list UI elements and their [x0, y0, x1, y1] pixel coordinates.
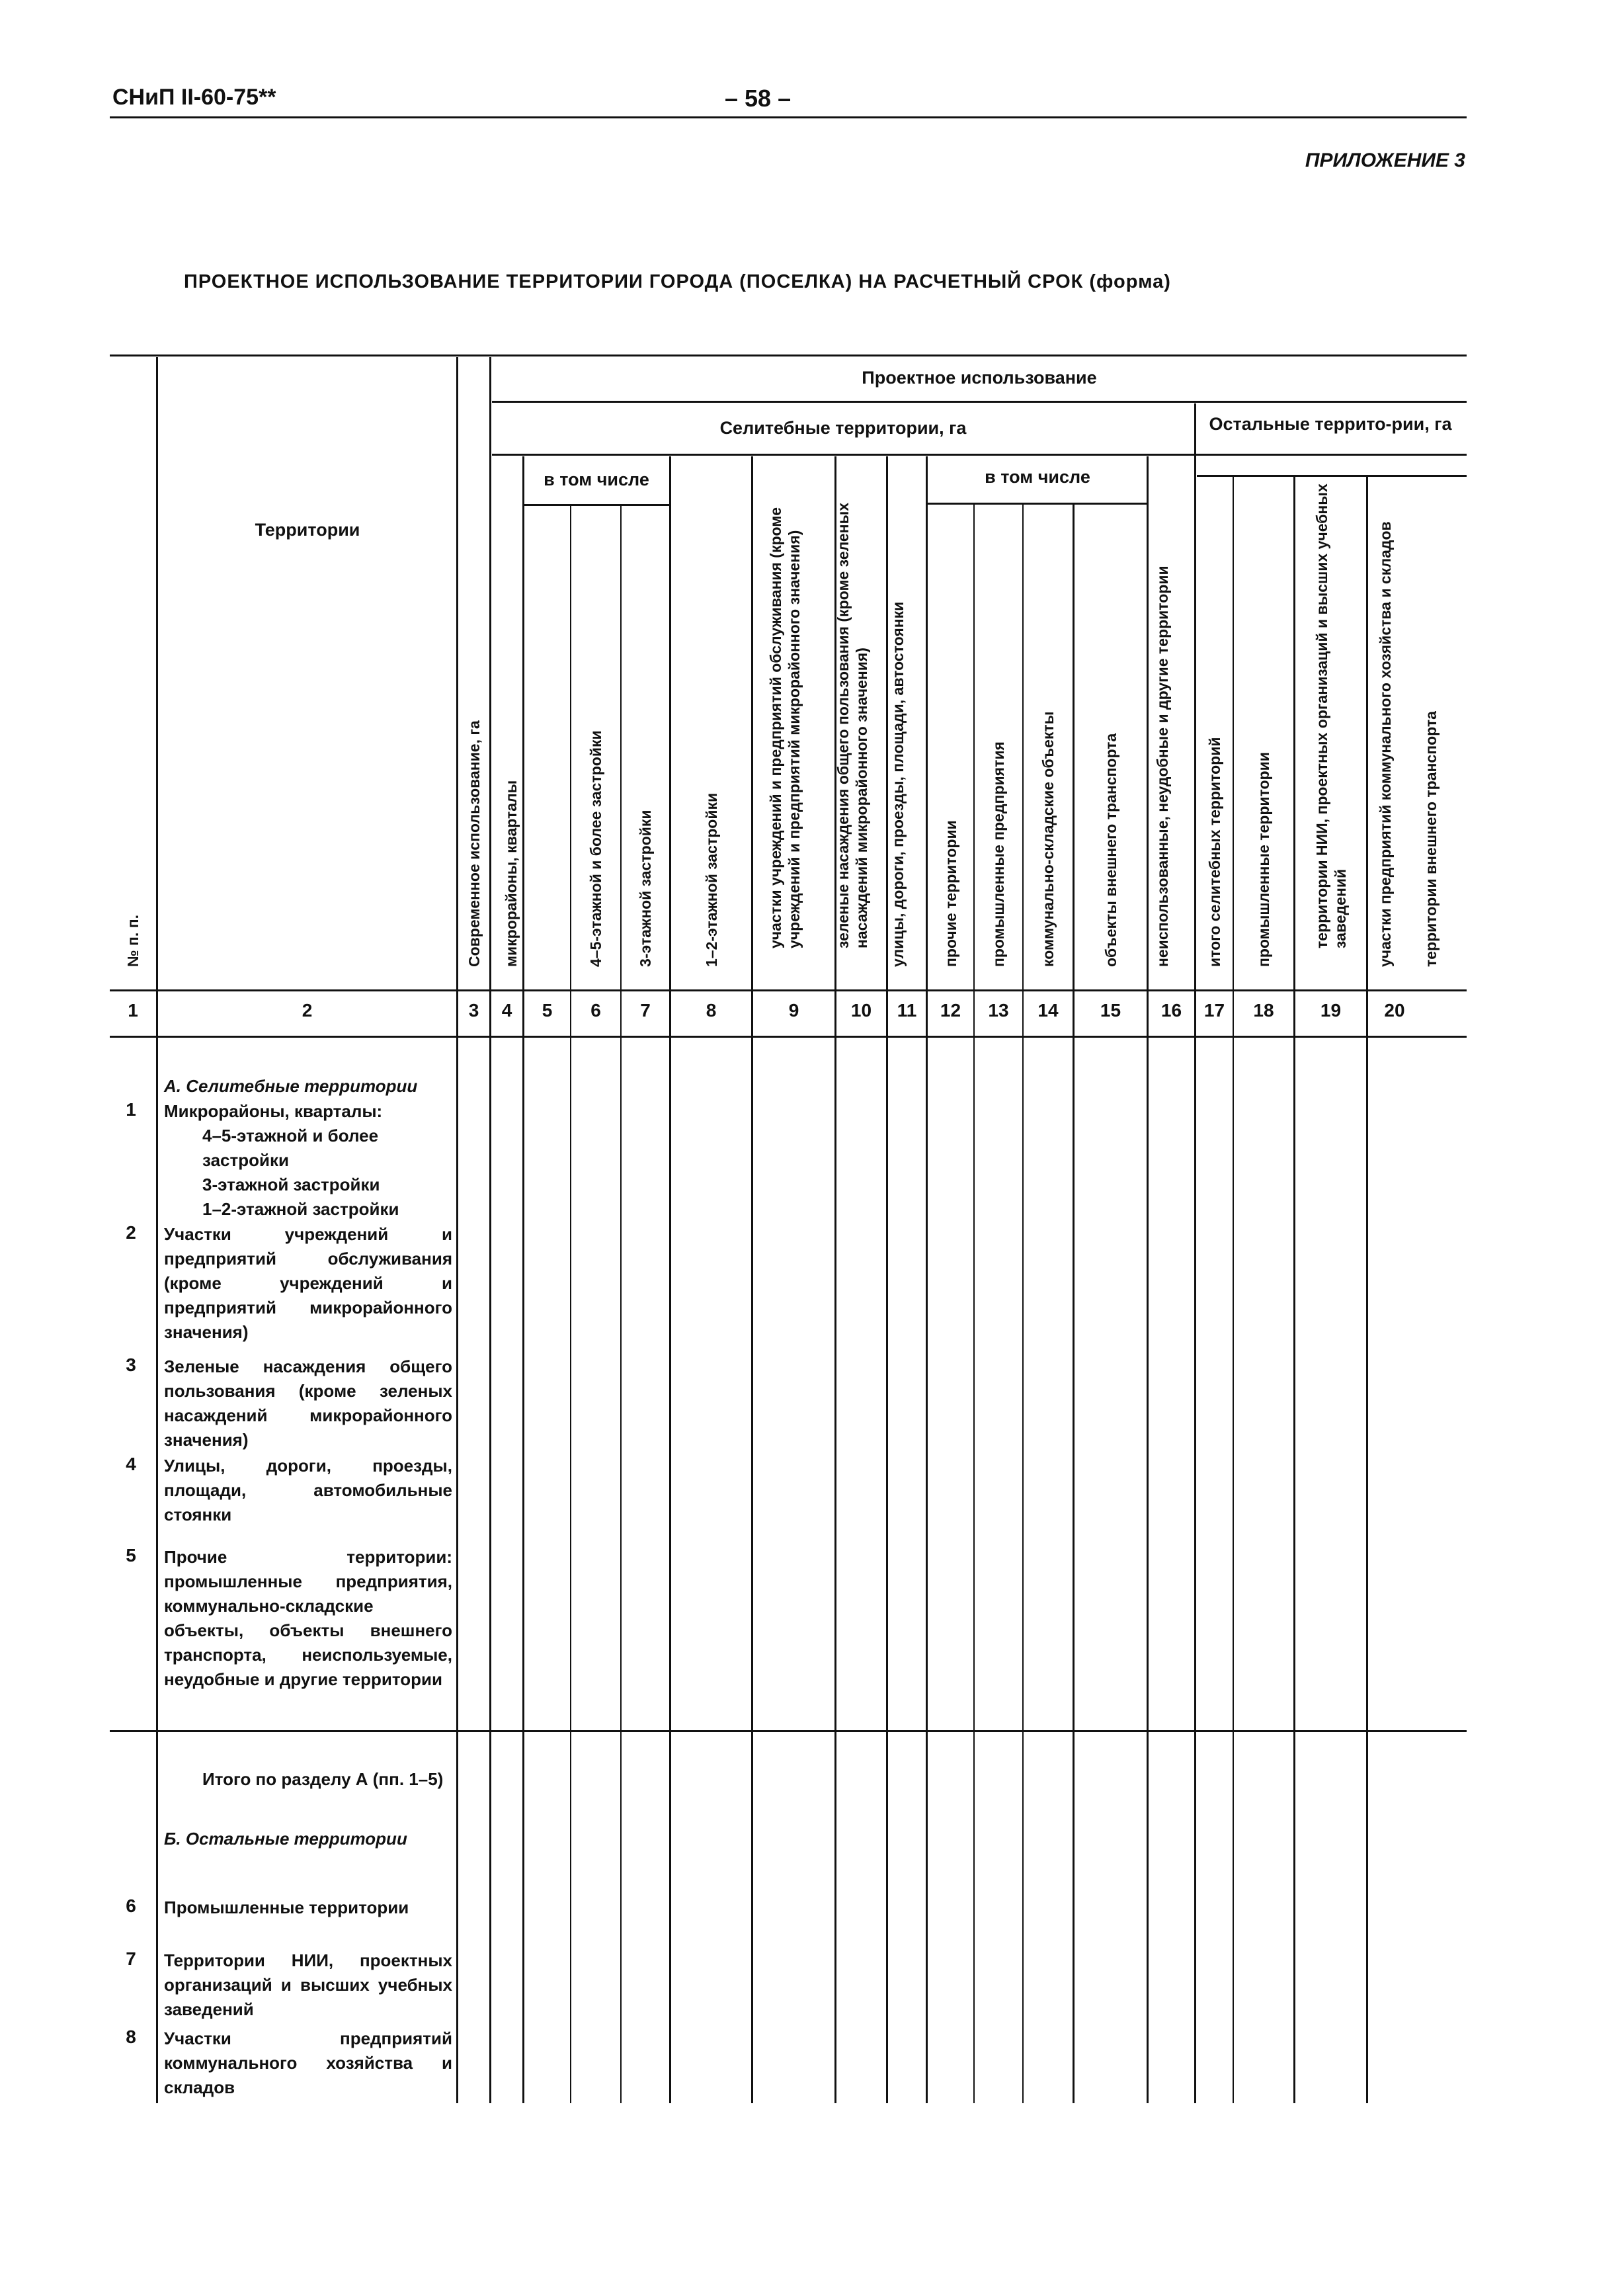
colnum-14: 14	[1037, 1000, 1059, 1021]
header-c20-text: территории внешнего транспорта	[1422, 711, 1440, 967]
header-c15	[1149, 505, 1194, 985]
header-c10	[888, 456, 926, 985]
vrule-num	[156, 357, 158, 2103]
document-title: ПРОЕКТНОЕ ИСПОЛЬЗОВАНИЕ ТЕРРИТОРИИ ГОРОДА (ПОСЕЛКА) НА РАСЧЕТНЫЙ СРОК (форма)	[184, 271, 1171, 292]
header-c19-text: участки предприятий коммунального хозяйства и складов	[1377, 521, 1394, 967]
header-c7	[671, 507, 751, 985]
colnum-5: 5	[542, 1000, 553, 1021]
header-c4	[503, 456, 570, 985]
colnum-15: 15	[1100, 1000, 1121, 1021]
header-c11	[928, 456, 973, 985]
total-section-a: Итого по разделу А (пп. 1–5)	[202, 1769, 444, 1789]
row-4-text: Улицы, дороги, проезды, площади, автомобильные стоянки	[164, 1456, 452, 1524]
vrule-c3	[489, 357, 491, 2103]
colnum-3: 3	[468, 1000, 479, 1021]
header-c8	[753, 456, 834, 985]
header-c9-text: зеленые насаждения общего пользования (кроме зеленых насаждений микрорайонного значения)	[834, 503, 870, 948]
rule-colnum-bottom	[110, 1036, 1467, 1038]
header-c13	[1024, 505, 1073, 985]
row-3-text: Зеленые насаждения общего пользования (кроме зеленых насаждений микрорайонного значения)	[164, 1356, 452, 1450]
row-8-num: 8	[126, 2026, 136, 2047]
header-c12-text: промышленные предприятия	[990, 741, 1007, 967]
header-c18-text: территории НИИ, проектных организаций и высших учебных заведений	[1313, 483, 1349, 948]
colnum-7: 7	[640, 1000, 651, 1021]
colnum-20: 20	[1384, 1000, 1405, 1021]
table-top-rule	[110, 355, 1467, 356]
row-2-num: 2	[126, 1222, 136, 1243]
header-c3	[458, 357, 489, 985]
header-c4-text: микрорайоны, кварталы	[503, 780, 520, 967]
header-c14	[1075, 505, 1147, 985]
section-a-title: А. Селитебные территории	[164, 1076, 418, 1096]
header-num-text: № п. п.	[124, 915, 142, 967]
colnum-10: 10	[850, 1000, 872, 1021]
rule-colnum-top	[110, 989, 1467, 991]
rule-residential	[492, 454, 1467, 456]
row-8-text: Участки предприятий коммунального хозяйства и складов	[164, 2028, 452, 2097]
header-c6-text: 3-этажной застройки	[637, 810, 654, 967]
document-code: СНиП II-60-75**	[112, 85, 276, 110]
header-c3-text: Современное использование, га	[465, 720, 483, 967]
header-c10-text: улицы, дороги, проезды, площади, автостоянки	[889, 601, 907, 967]
header-project-use: Проектное использование	[862, 368, 1097, 388]
row-1-sub-1: 4–5-этажной и более застройки	[202, 1126, 379, 1170]
header-c16-text: итого селитебных территорий	[1205, 737, 1223, 967]
colnum-4: 4	[501, 1000, 512, 1021]
header-c17	[1234, 478, 1293, 985]
row-1-sub-3: 1–2-этажной застройки	[202, 1199, 399, 1219]
header-residential: Селитебные территории, га	[719, 418, 967, 438]
header-c6	[622, 507, 669, 985]
header-rule	[110, 116, 1467, 118]
header-territories: Территории	[255, 520, 360, 540]
colnum-12: 12	[940, 1000, 961, 1021]
colnum-16: 16	[1160, 1000, 1182, 1021]
colnum-11: 11	[897, 1000, 917, 1021]
header-c7-text: 1–2-этажной застройки	[702, 792, 720, 967]
colnum-6: 6	[590, 1000, 601, 1021]
row-2-text: Участки учреждений и предприятий обслуживания (кроме учреждений и предприятий микрорайонного значения)	[164, 1224, 452, 1342]
header-num	[110, 357, 156, 985]
row-4-num: 4	[126, 1454, 136, 1474]
header-c5	[571, 507, 620, 985]
row-6-text: Промышленные территории	[164, 1898, 409, 1917]
colnum-2: 2	[302, 1000, 313, 1021]
colnum-18: 18	[1253, 1000, 1274, 1021]
colnum-9: 9	[788, 1000, 799, 1021]
header-c17-text: промышленные территории	[1255, 752, 1272, 967]
colnum-1: 1	[128, 1000, 138, 1021]
row-7-text: Территории НИИ, проектных организаций и высших учебных заведений	[164, 1950, 452, 2019]
rule-section-a-end	[110, 1730, 1467, 1732]
header-c18	[1295, 478, 1366, 985]
appendix-label: ПРИЛОЖЕНИЕ 3	[1305, 149, 1465, 171]
header-c13-text: коммунально-складские объекты	[1039, 711, 1057, 967]
header-c5-text: 4–5-этажной и более застройки	[587, 730, 604, 967]
header-incl-2: в том числе	[985, 467, 1090, 487]
header-c12	[975, 505, 1022, 985]
header-c16	[1196, 456, 1233, 985]
header-c14-text: объекты внешнего транспорта	[1102, 733, 1119, 967]
header-c9	[836, 456, 886, 985]
header-other: Остальные террито-рии, га	[1209, 414, 1452, 434]
row-1-sub-2: 3-этажной застройки	[202, 1175, 380, 1194]
colnum-17: 17	[1203, 1000, 1225, 1021]
header-c20	[1368, 478, 1467, 985]
section-b-title: Б. Остальные территории	[164, 1829, 407, 1849]
header-c11-text: прочие территории	[942, 820, 959, 967]
colnum-19: 19	[1320, 1000, 1342, 1021]
rule-project-use	[492, 401, 1467, 403]
row-6-num: 6	[126, 1896, 136, 1916]
row-5-num: 5	[126, 1545, 136, 1565]
header-incl-1: в том числе	[544, 470, 649, 489]
row-1-text: Микрорайоны, кварталы:	[164, 1101, 383, 1121]
row-1-num: 1	[126, 1099, 136, 1120]
colnum-13: 13	[988, 1000, 1009, 1021]
header-c15-text: неиспользованные, неудобные и другие территории	[1153, 565, 1171, 967]
page-number: – 58 –	[725, 85, 792, 112]
header-c8-text: участки учреждений и предприятий обслуживания (кроме учреждений и предприятий микрорайонного значения)	[766, 507, 803, 948]
colnum-8: 8	[706, 1000, 717, 1021]
row-7-num: 7	[126, 1948, 136, 1969]
row-5-text: Прочие территории: промышленные предприятия, коммунально-складские объекты, объекты внешнего транспорта, неиспользуемые, неудобные и другие территории	[164, 1547, 452, 1689]
row-3-num: 3	[126, 1355, 136, 1375]
